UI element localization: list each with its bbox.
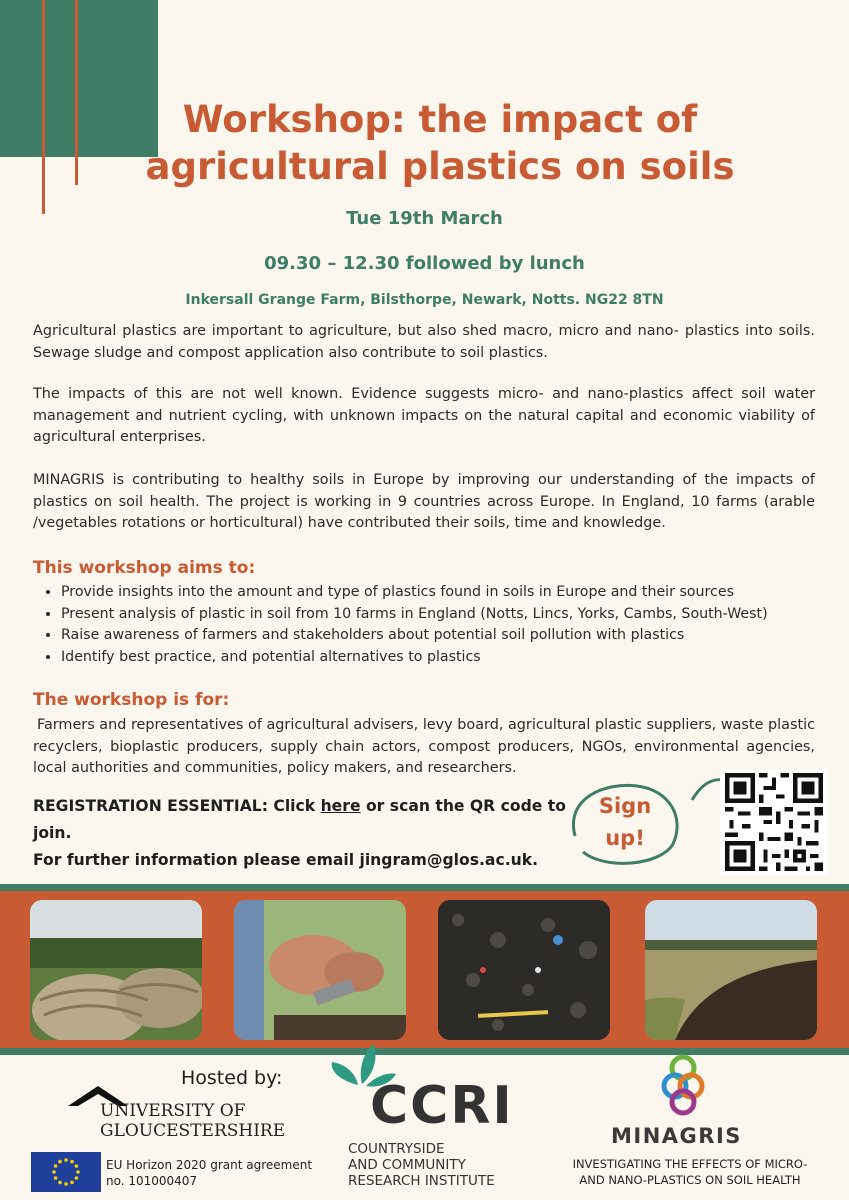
title-line-1: Workshop: the impact of <box>182 98 698 141</box>
event-venue: Inkersall Grange Farm, Bilsthorpe, Newark, Notts. NG22 8TN <box>185 292 664 308</box>
ccri-line-3: RESEARCH INSTITUTE <box>348 1173 495 1189</box>
aims-list-item: • Provide insights into the amount and type of plastics found in soils in Europe and their sources <box>61 582 849 604</box>
minagris-name: MINAGRIS <box>611 1124 742 1148</box>
signup-label[interactable] <box>575 790 675 854</box>
university-line-2: GLOUCESTERSHIRE <box>100 1121 286 1141</box>
intro-paragraph-1: Agricultural plastics are important to agriculture, but also shed macro, micro and nano- plastics into soils. Sewage sludge and compost application also contribute to soil plastics. <box>33 323 815 361</box>
ccri-line-2: AND COMMUNITY <box>348 1157 466 1173</box>
hosted-by-label: Hosted by: <box>181 1067 283 1089</box>
contact-email-text: For further information please email jingram@glos.ac.uk. <box>33 851 539 869</box>
eu-flag-icon <box>31 1152 101 1192</box>
aims-list-item: • Identify best practice, and potential alternatives to plastics <box>61 647 849 669</box>
title-line-2: agricultural plastics on soils <box>145 145 735 188</box>
signup-line-1: Sign <box>598 794 652 818</box>
photo-band-top-stripe <box>0 884 849 891</box>
aims-list-item: • Raise awareness of farmers and stakeholders about potential soil pollution with plastics <box>61 625 849 647</box>
registration-prefix: REGISTRATION ESSENTIAL: Click <box>33 797 321 815</box>
eu-grant-line-2: no. 101000407 <box>106 1174 198 1188</box>
event-time: 09.30 – 12.30 followed by lunch <box>264 253 585 274</box>
farm-plastic-bales-photo <box>30 900 202 1040</box>
ccri-full-name <box>348 1141 495 1189</box>
ccri-name: CCRI <box>370 1076 514 1136</box>
aims-list <box>33 582 849 668</box>
audience-paragraph: Farmers and representatives of agricultural advisers, levy board, agricultural plastic suppliers, waste plastic recyclers, bioplastic producers, supply chain actors, compost producers, NGOs, environmental agencies, local authorities and communities, policy makers, and researchers. <box>33 717 815 776</box>
minagris-line-2: AND NANO-PLASTICS ON SOIL HEALTH <box>579 1173 801 1187</box>
university-line-1: UNIVERSITY OF <box>100 1101 246 1121</box>
audience-heading: The workshop is for: <box>33 690 230 710</box>
qr-code[interactable] <box>720 769 828 875</box>
registration-block <box>33 793 573 874</box>
aims-heading: This workshop aims to: <box>33 558 256 578</box>
workshop-title <box>100 96 780 190</box>
compost-windrow-photo <box>645 900 817 1040</box>
corner-accent-line <box>75 0 78 185</box>
intro-paragraph-2: The impacts of this are not well known. Evidence suggests micro- and nano-plastics affect soil water management and nutrient cycling, with unknown impacts on the natural capital and economic viability of agricultural enterprises. <box>33 386 815 445</box>
registration-link[interactable]: here <box>320 797 361 815</box>
eu-grant-line-1: EU Horizon 2020 grant agreement <box>106 1158 313 1172</box>
minagris-logo-icon <box>655 1052 711 1118</box>
minagris-line-1: INVESTIGATING THE EFFECTS OF MICRO- <box>572 1157 808 1171</box>
aims-list-item: • Present analysis of plastic in soil from 10 farms in England (Notts, Lincs, Yorks, Cambs, South-West) <box>61 604 849 626</box>
registration-suffix: or scan the QR code to join. <box>33 797 566 842</box>
eu-grant-text <box>106 1157 312 1189</box>
minagris-tagline <box>560 1156 820 1188</box>
event-date: Tue 19th March <box>346 208 503 229</box>
ccri-line-1: COUNTRYSIDE <box>348 1141 445 1157</box>
photo-band-bottom-stripe <box>0 1048 849 1055</box>
corner-accent-line <box>42 0 45 214</box>
hand-holding-plastic-photo <box>234 900 406 1040</box>
university-name <box>100 1101 285 1141</box>
signup-line-2: up! <box>605 826 645 850</box>
intro-paragraph-3: MINAGRIS is contributing to healthy soils in Europe by improving our understanding of the impacts of plastics on soil health. The project is working in 9 countries across Europe. In England, 10 farms (arable /vegetables rotations or horticultural) have contributed their soils, time and knowledge. <box>33 472 815 531</box>
soil-microplastics-photo <box>438 900 610 1040</box>
